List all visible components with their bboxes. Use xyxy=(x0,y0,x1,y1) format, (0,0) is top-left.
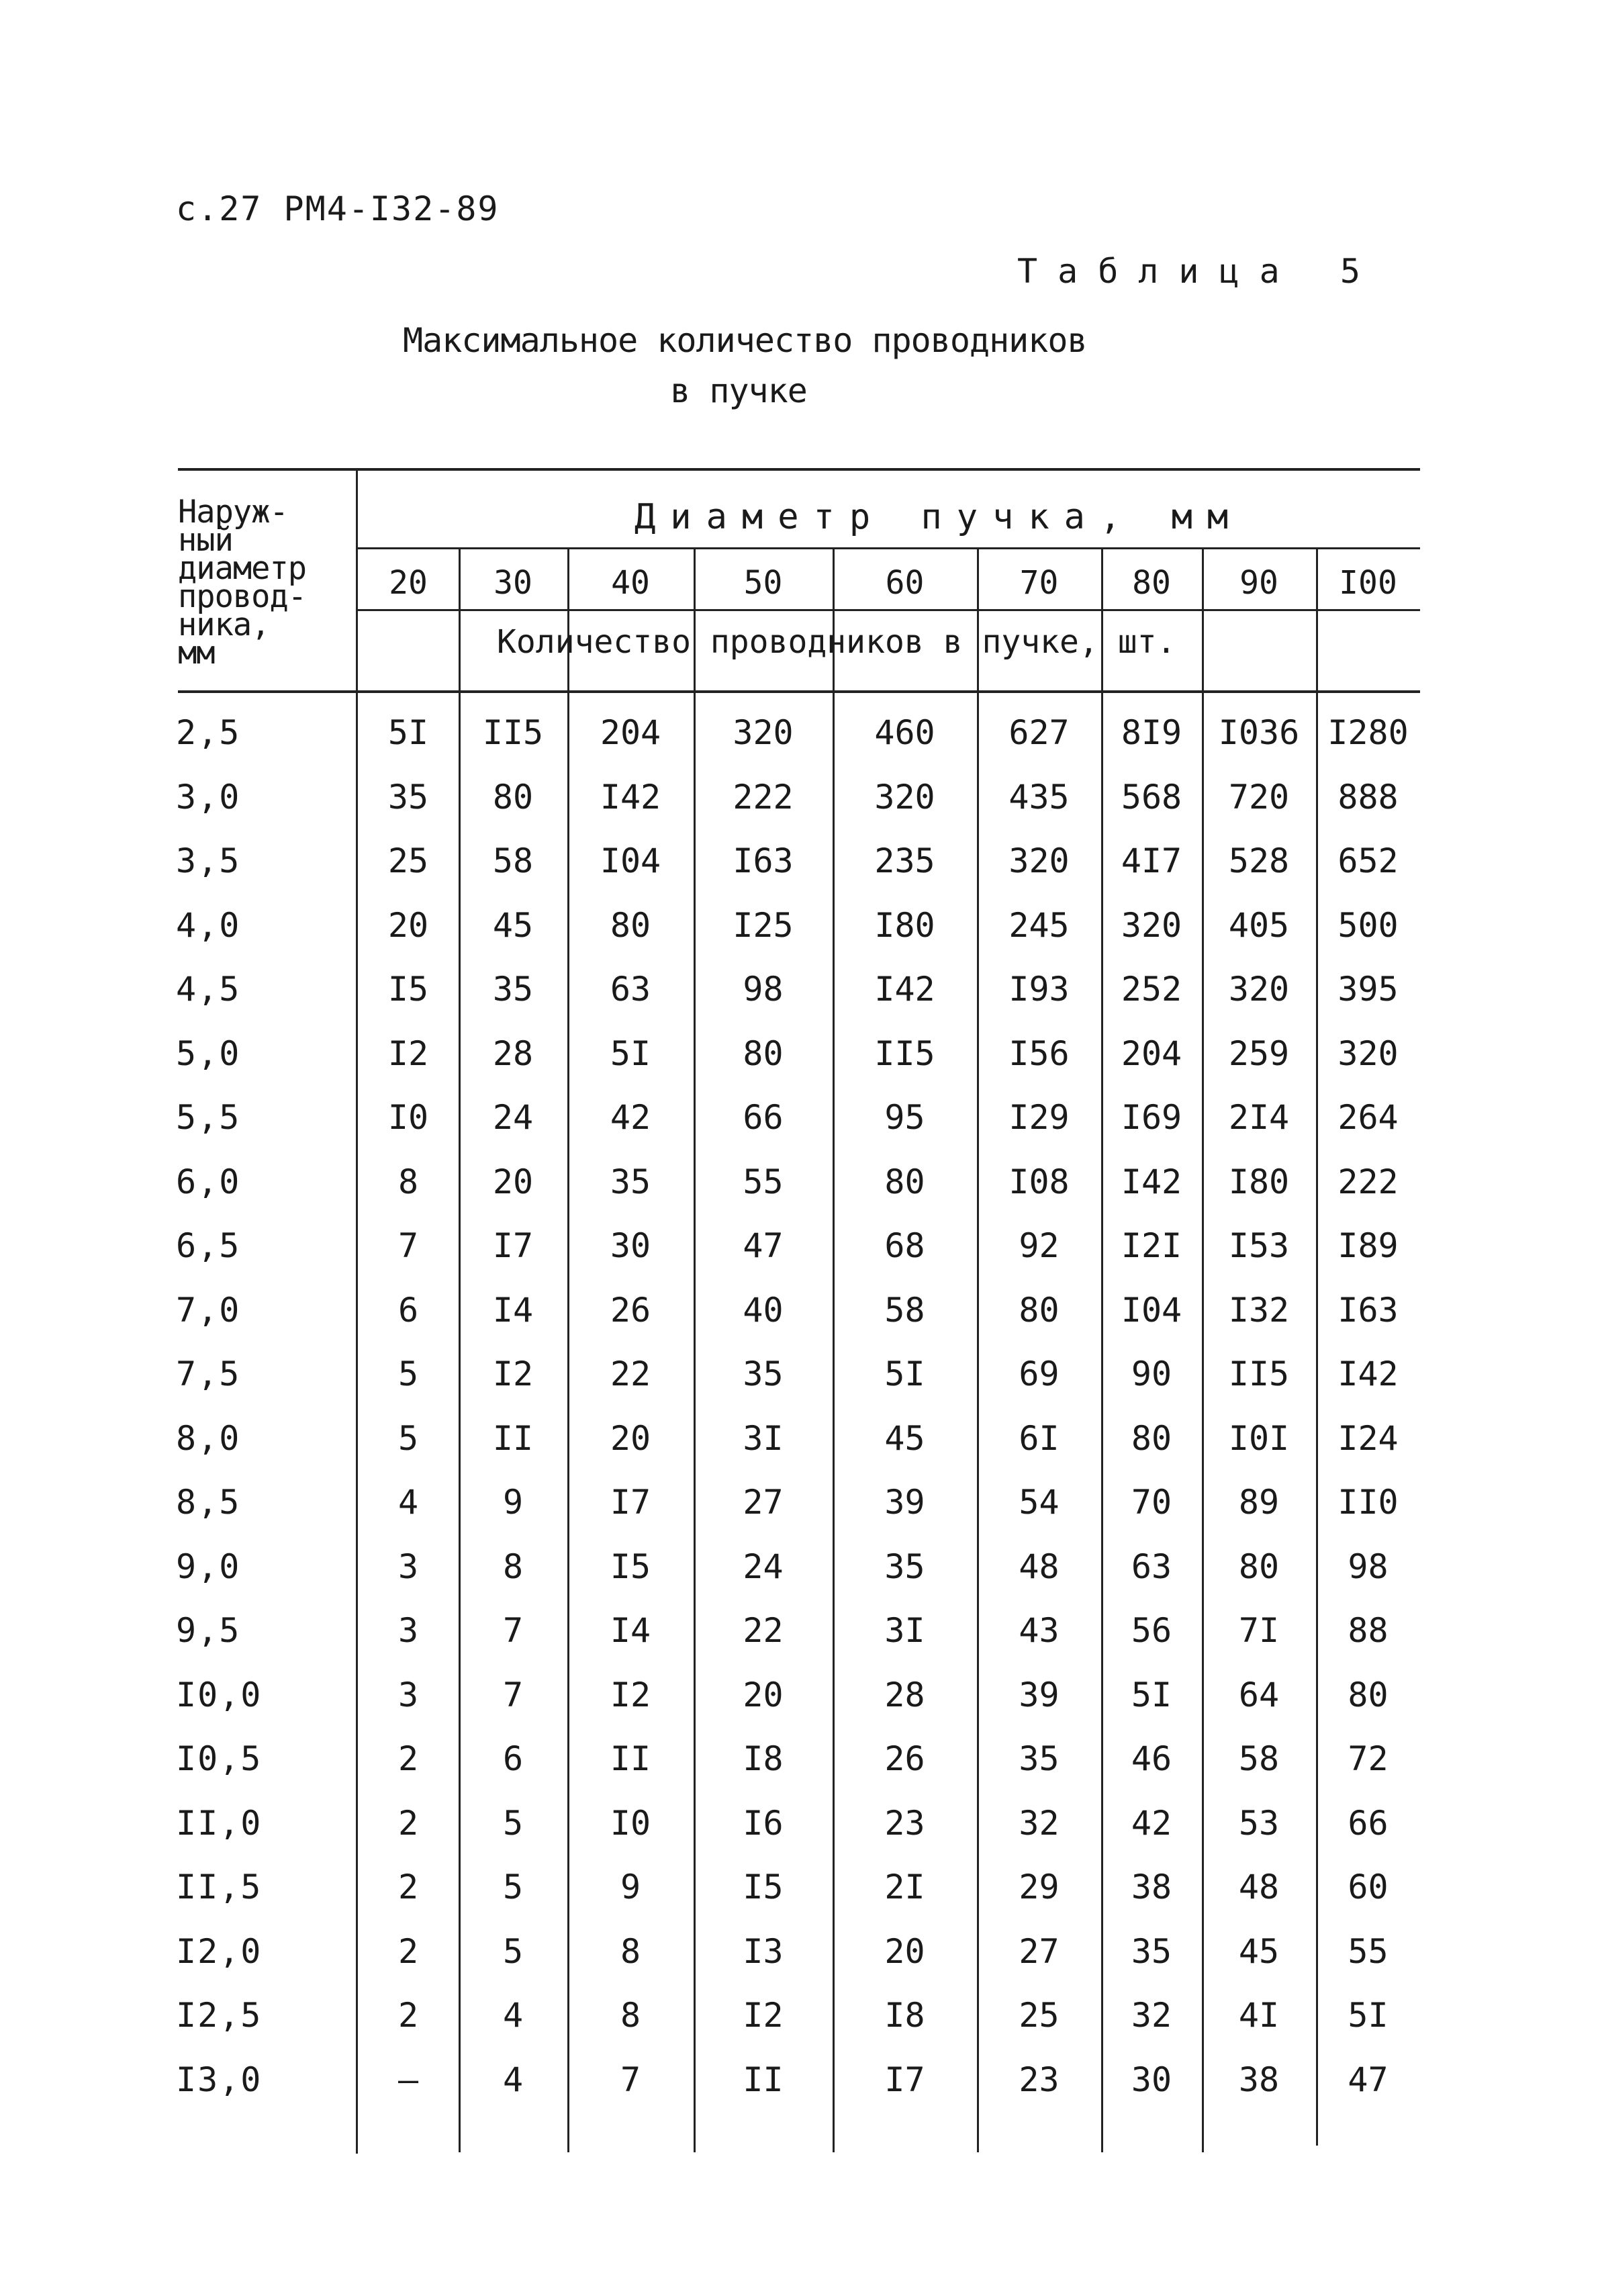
conductor-count-cell: 38 xyxy=(1238,2060,1280,2099)
conductor-count-cell: 80 xyxy=(884,1162,925,1201)
conductor-count-cell: 9 xyxy=(620,1868,641,1907)
conductor-count-cell: 28 xyxy=(884,1675,925,1714)
conductor-count-cell: 88 xyxy=(1348,1611,1389,1650)
table-row xyxy=(0,1675,1598,1740)
conductor-count-cell: 63 xyxy=(610,970,651,1009)
conductor-count-cell: I42 xyxy=(1121,1162,1182,1201)
conductor-count-cell: 3 xyxy=(397,1675,419,1714)
conductor-diameter-cell: 5,0 xyxy=(176,1034,241,1073)
column-header: 40 xyxy=(611,564,650,602)
conductor-count-cell: 264 xyxy=(1337,1098,1399,1137)
conductor-count-cell: I04 xyxy=(600,841,661,880)
conductor-count-cell: 222 xyxy=(1337,1162,1399,1201)
column-header: I00 xyxy=(1339,564,1397,602)
conductor-count-cell: 3 xyxy=(397,1547,419,1586)
conductor-count-cell: 35 xyxy=(387,778,429,817)
conductor-count-cell: 568 xyxy=(1121,778,1182,817)
conductor-count-cell: 72 xyxy=(1348,1739,1389,1778)
conductor-count-cell: I0I xyxy=(1228,1419,1290,1458)
conductor-count-cell: 30 xyxy=(610,1226,651,1265)
conductor-count-cell: 55 xyxy=(1348,1932,1389,1971)
conductor-count-cell: 90 xyxy=(1131,1354,1172,1393)
conductor-count-cell: I63 xyxy=(1337,1291,1399,1330)
conductor-diameter-cell: I0,5 xyxy=(176,1739,263,1778)
conductor-count-cell: 80 xyxy=(743,1034,784,1073)
column-header: 20 xyxy=(389,564,428,602)
table-row xyxy=(0,1483,1598,1547)
conductor-count-cell: 24 xyxy=(743,1547,784,1586)
conductor-count-cell: 89 xyxy=(1238,1483,1280,1522)
conductor-count-cell: 8 xyxy=(502,1547,524,1586)
conductor-count-cell: 80 xyxy=(610,906,651,945)
conductor-count-cell: 460 xyxy=(874,713,935,752)
conductor-count-cell: 95 xyxy=(884,1098,925,1137)
table-caption-line-1: Максимальное количество проводников xyxy=(403,321,1087,360)
conductor-count-cell: 2 xyxy=(397,1932,419,1971)
conductor-count-cell: 2 xyxy=(397,1804,419,1843)
conductor-count-cell: 35 xyxy=(492,970,534,1009)
conductor-count-cell: 2 xyxy=(397,1739,419,1778)
conductor-count-cell: 2I xyxy=(884,1868,925,1907)
conductor-count-cell: I93 xyxy=(1008,970,1070,1009)
conductor-count-cell: 47 xyxy=(1348,2060,1389,2099)
column-header: 50 xyxy=(743,564,783,602)
diameter-header-rule xyxy=(358,547,1420,549)
conductor-count-cell: 30 xyxy=(1131,2060,1172,2099)
conductor-count-cell: 35 xyxy=(1019,1739,1060,1778)
table-row xyxy=(0,1932,1598,1996)
column-header-rule xyxy=(358,609,1420,611)
conductor-count-cell: 23 xyxy=(884,1804,925,1843)
conductor-count-cell: 46 xyxy=(1131,1739,1172,1778)
conductor-count-cell: 2I4 xyxy=(1228,1098,1290,1137)
conductor-count-cell: I5 xyxy=(610,1547,651,1586)
conductor-count-cell: 5 xyxy=(502,1868,524,1907)
conductor-count-cell: 320 xyxy=(1228,970,1290,1009)
conductor-count-header: Количество проводников в пучке, шт. xyxy=(497,623,1176,661)
conductor-count-cell: 720 xyxy=(1228,778,1290,817)
conductor-count-cell: 395 xyxy=(1337,970,1399,1009)
table-row xyxy=(0,906,1598,970)
conductor-count-cell: I0 xyxy=(387,1098,429,1137)
conductor-count-cell: 63 xyxy=(1131,1547,1172,1586)
conductor-diameter-cell: 5,5 xyxy=(176,1098,241,1137)
conductor-count-cell: I42 xyxy=(1337,1354,1399,1393)
conductor-count-cell: 80 xyxy=(1019,1291,1060,1330)
conductor-count-cell: 80 xyxy=(1131,1419,1172,1458)
conductor-count-cell: 5I xyxy=(387,713,429,752)
table-row xyxy=(0,1868,1598,1932)
table-row xyxy=(0,1611,1598,1675)
outer-diameter-header: Наруж- ный диаметр провод- ника, мм xyxy=(178,494,307,672)
conductor-count-cell: 8 xyxy=(620,1996,641,2035)
conductor-count-cell: 58 xyxy=(1238,1739,1280,1778)
conductor-count-cell: 64 xyxy=(1238,1675,1280,1714)
conductor-count-cell: 42 xyxy=(610,1098,651,1137)
conductor-count-cell: 5 xyxy=(502,1932,524,1971)
conductor-count-cell: 69 xyxy=(1019,1354,1060,1393)
conductor-diameter-cell: 3,0 xyxy=(176,778,241,817)
conductor-count-cell: 32 xyxy=(1131,1996,1172,2035)
header-bottom-rule xyxy=(178,690,1420,693)
conductor-diameter-cell: II,5 xyxy=(176,1868,263,1907)
conductor-count-cell: I5 xyxy=(387,970,429,1009)
conductor-count-cell: 23 xyxy=(1019,2060,1060,2099)
conductor-count-cell: I5 xyxy=(743,1868,784,1907)
conductor-count-cell: I42 xyxy=(874,970,935,1009)
conductor-count-cell: II0 xyxy=(1337,1483,1399,1522)
conductor-count-cell: 27 xyxy=(743,1483,784,1522)
conductor-count-cell: 80 xyxy=(1348,1675,1389,1714)
conductor-count-cell: 98 xyxy=(743,970,784,1009)
conductor-count-cell: 27 xyxy=(1019,1932,1060,1971)
conductor-count-cell: 60 xyxy=(1348,1868,1389,1907)
table-row xyxy=(0,1291,1598,1355)
column-header: 60 xyxy=(885,564,925,602)
conductor-count-cell: I42 xyxy=(600,778,661,817)
conductor-count-cell: I2 xyxy=(387,1034,429,1073)
conductor-count-cell: 45 xyxy=(492,906,534,945)
conductor-count-cell: 627 xyxy=(1008,713,1070,752)
conductor-count-cell: 320 xyxy=(1337,1034,1399,1073)
conductor-count-cell: I89 xyxy=(1337,1226,1399,1265)
column-header: 80 xyxy=(1132,564,1171,602)
table-number: Таблица 5 xyxy=(1017,252,1380,291)
conductor-count-cell: 7 xyxy=(502,1675,524,1714)
conductor-diameter-cell: 8,5 xyxy=(176,1483,241,1522)
table-row xyxy=(0,1547,1598,1612)
conductor-count-cell: 320 xyxy=(733,713,794,752)
conductor-count-cell: I2 xyxy=(743,1996,784,2035)
conductor-count-cell: 92 xyxy=(1019,1226,1060,1265)
conductor-diameter-cell: I0,0 xyxy=(176,1675,263,1714)
conductor-diameter-cell: 7,0 xyxy=(176,1291,241,1330)
conductor-count-cell: 98 xyxy=(1348,1547,1389,1586)
conductor-count-cell: 320 xyxy=(874,778,935,817)
table-row xyxy=(0,778,1598,842)
conductor-diameter-cell: 4,0 xyxy=(176,906,241,945)
conductor-count-cell: 4 xyxy=(397,1483,419,1522)
conductor-count-cell: 35 xyxy=(743,1354,784,1393)
conductor-count-cell: 35 xyxy=(610,1162,651,1201)
conductor-count-cell: 20 xyxy=(884,1932,925,1971)
conductor-count-cell: 4I xyxy=(1238,1996,1280,2035)
conductor-count-cell: 235 xyxy=(874,841,935,880)
conductor-count-cell: 4 xyxy=(502,2060,524,2099)
conductor-count-cell: I24 xyxy=(1337,1419,1399,1458)
conductor-count-cell: 252 xyxy=(1121,970,1182,1009)
table-row xyxy=(0,1034,1598,1099)
conductor-count-cell: I7 xyxy=(492,1226,534,1265)
conductor-count-cell: 55 xyxy=(743,1162,784,1201)
conductor-count-cell: 48 xyxy=(1238,1868,1280,1907)
conductor-count-cell: 6 xyxy=(397,1291,419,1330)
conductor-count-cell: 20 xyxy=(610,1419,651,1458)
conductor-count-cell: 405 xyxy=(1228,906,1290,945)
conductor-count-cell: 3 xyxy=(397,1611,419,1650)
conductor-count-cell: 6I xyxy=(1019,1419,1060,1458)
conductor-count-cell: 54 xyxy=(1019,1483,1060,1522)
conductor-count-cell: 204 xyxy=(600,713,661,752)
conductor-count-cell: I4 xyxy=(610,1611,651,1650)
conductor-count-cell: 80 xyxy=(492,778,534,817)
conductor-diameter-cell: 4,5 xyxy=(176,970,241,1009)
table-top-rule xyxy=(178,468,1420,471)
conductor-count-cell: I7 xyxy=(610,1483,651,1522)
table-row xyxy=(0,1804,1598,1868)
table-row xyxy=(0,1226,1598,1291)
table-row xyxy=(0,1098,1598,1162)
conductor-count-cell: I32 xyxy=(1228,1291,1290,1330)
conductor-diameter-cell: 7,5 xyxy=(176,1354,241,1393)
conductor-count-cell: 2 xyxy=(397,1996,419,2035)
conductor-count-cell: 39 xyxy=(884,1483,925,1522)
conductor-count-cell: 259 xyxy=(1228,1034,1290,1073)
table-caption-line-2: в пучке xyxy=(670,371,807,410)
conductor-count-cell: I8 xyxy=(743,1739,784,1778)
conductor-count-cell: 48 xyxy=(1019,1547,1060,1586)
conductor-count-cell: 8I9 xyxy=(1121,713,1182,752)
conductor-count-cell: 45 xyxy=(884,1419,925,1458)
conductor-count-cell: II5 xyxy=(1228,1354,1290,1393)
column-header: 30 xyxy=(493,564,532,602)
conductor-count-cell: I53 xyxy=(1228,1226,1290,1265)
conductor-count-cell: 5 xyxy=(397,1419,419,1458)
conductor-count-cell: 26 xyxy=(884,1739,925,1778)
conductor-count-cell: I280 xyxy=(1327,713,1409,752)
conductor-count-cell: 204 xyxy=(1121,1034,1182,1073)
conductor-count-cell: 7 xyxy=(397,1226,419,1265)
conductor-count-cell: 38 xyxy=(1131,1868,1172,1907)
conductor-diameter-cell: 2,5 xyxy=(176,713,241,752)
conductor-count-cell: I80 xyxy=(874,906,935,945)
conductor-count-cell: I0 xyxy=(610,1804,651,1843)
conductor-count-cell: 9 xyxy=(502,1483,524,1522)
conductor-count-cell: 320 xyxy=(1121,906,1182,945)
conductor-count-cell: II5 xyxy=(482,713,544,752)
conductor-count-cell: 22 xyxy=(743,1611,784,1650)
conductor-count-cell: 29 xyxy=(1019,1868,1060,1907)
conductor-count-cell: 222 xyxy=(733,778,794,817)
table-row xyxy=(0,1739,1598,1804)
table-row xyxy=(0,841,1598,906)
conductor-count-cell: 40 xyxy=(743,1291,784,1330)
conductor-count-cell: I29 xyxy=(1008,1098,1070,1137)
conductor-count-cell: 25 xyxy=(1019,1996,1060,2035)
conductor-count-cell: 8 xyxy=(397,1162,419,1201)
conductor-count-cell: I3 xyxy=(743,1932,784,1971)
conductor-count-cell: I80 xyxy=(1228,1162,1290,1201)
conductor-count-cell: 35 xyxy=(884,1547,925,1586)
conductor-count-cell: I69 xyxy=(1121,1098,1182,1137)
conductor-count-cell: 20 xyxy=(743,1675,784,1714)
conductor-count-cell: 5 xyxy=(502,1804,524,1843)
page-reference: с.27 РМ4-I32-89 xyxy=(176,189,500,228)
conductor-count-cell: I63 xyxy=(733,841,794,880)
conductor-count-cell: 888 xyxy=(1337,778,1399,817)
conductor-count-cell: 4I7 xyxy=(1121,841,1182,880)
conductor-count-cell: 42 xyxy=(1131,1804,1172,1843)
conductor-diameter-cell: I2,0 xyxy=(176,1932,263,1971)
conductor-count-cell: 500 xyxy=(1337,906,1399,945)
conductor-count-cell: I25 xyxy=(733,906,794,945)
conductor-count-cell: 68 xyxy=(884,1226,925,1265)
conductor-count-cell: 5 xyxy=(397,1354,419,1393)
conductor-count-cell: 66 xyxy=(1348,1804,1389,1843)
conductor-count-cell: 435 xyxy=(1008,778,1070,817)
conductor-count-cell: I6 xyxy=(743,1804,784,1843)
conductor-count-cell: 66 xyxy=(743,1098,784,1137)
conductor-count-cell: II xyxy=(610,1739,651,1778)
conductor-count-cell: 245 xyxy=(1008,906,1070,945)
conductor-count-cell: 5I xyxy=(610,1034,651,1073)
conductor-diameter-cell: 6,0 xyxy=(176,1162,241,1201)
conductor-count-cell: 2 xyxy=(397,1868,419,1907)
conductor-count-cell: I2 xyxy=(610,1675,651,1714)
conductor-count-cell: 45 xyxy=(1238,1932,1280,1971)
conductor-count-cell: 20 xyxy=(387,906,429,945)
conductor-count-cell: 58 xyxy=(492,841,534,880)
conductor-count-cell: I036 xyxy=(1218,713,1300,752)
conductor-count-cell: 24 xyxy=(492,1098,534,1137)
conductor-count-cell: 35 xyxy=(1131,1932,1172,1971)
conductor-count-cell: I56 xyxy=(1008,1034,1070,1073)
conductor-count-cell: 528 xyxy=(1228,841,1290,880)
conductor-count-cell: – xyxy=(397,2060,419,2099)
conductor-count-cell: I04 xyxy=(1121,1291,1182,1330)
conductor-count-cell: 32 xyxy=(1019,1804,1060,1843)
conductor-diameter-cell: I3,0 xyxy=(176,2060,263,2099)
table-row xyxy=(0,970,1598,1034)
conductor-count-cell: 25 xyxy=(387,841,429,880)
conductor-count-cell: 6 xyxy=(502,1739,524,1778)
table-row xyxy=(0,2060,1598,2125)
conductor-count-cell: 28 xyxy=(492,1034,534,1073)
column-header: 90 xyxy=(1239,564,1278,602)
conductor-count-cell: I8 xyxy=(884,1996,925,2035)
table-row xyxy=(0,1996,1598,2060)
conductor-count-cell: 7 xyxy=(502,1611,524,1650)
conductor-count-cell: II xyxy=(492,1419,534,1458)
conductor-count-cell: 7I xyxy=(1238,1611,1280,1650)
conductor-count-cell: 43 xyxy=(1019,1611,1060,1650)
conductor-count-cell: 320 xyxy=(1008,841,1070,880)
table-row xyxy=(0,713,1598,778)
conductor-count-cell: 47 xyxy=(743,1226,784,1265)
conductor-count-cell: 8 xyxy=(620,1932,641,1971)
conductor-count-cell: I2I xyxy=(1121,1226,1182,1265)
conductor-count-cell: 5I xyxy=(1348,1996,1389,2035)
conductor-diameter-cell: II,0 xyxy=(176,1804,263,1843)
conductor-count-cell: 7 xyxy=(620,2060,641,2099)
conductor-count-cell: 80 xyxy=(1238,1547,1280,1586)
conductor-count-cell: 5I xyxy=(1131,1675,1172,1714)
conductor-diameter-cell: I2,5 xyxy=(176,1996,263,2035)
conductor-count-cell: I08 xyxy=(1008,1162,1070,1201)
conductor-count-cell: 58 xyxy=(884,1291,925,1330)
table-row xyxy=(0,1419,1598,1483)
conductor-count-cell: 26 xyxy=(610,1291,651,1330)
table-row xyxy=(0,1162,1598,1227)
conductor-count-cell: II5 xyxy=(874,1034,935,1073)
conductor-diameter-cell: 3,5 xyxy=(176,841,241,880)
column-header: 70 xyxy=(1019,564,1059,602)
bundle-diameter-header: Диаметр пучка, мм xyxy=(634,497,1243,537)
conductor-diameter-cell: 9,5 xyxy=(176,1611,241,1650)
conductor-count-cell: 5I xyxy=(884,1354,925,1393)
conductor-count-cell: 20 xyxy=(492,1162,534,1201)
conductor-count-cell: I4 xyxy=(492,1291,534,1330)
conductor-diameter-cell: 8,0 xyxy=(176,1419,241,1458)
conductor-count-cell: 53 xyxy=(1238,1804,1280,1843)
conductor-count-cell: 22 xyxy=(610,1354,651,1393)
conductor-count-cell: I7 xyxy=(884,2060,925,2099)
conductor-diameter-cell: 6,5 xyxy=(176,1226,241,1265)
conductor-count-cell: 4 xyxy=(502,1996,524,2035)
table-row xyxy=(0,1354,1598,1419)
conductor-count-cell: II xyxy=(743,2060,784,2099)
conductor-count-cell: 3I xyxy=(743,1419,784,1458)
conductor-count-cell: 70 xyxy=(1131,1483,1172,1522)
conductor-count-cell: 3I xyxy=(884,1611,925,1650)
conductor-count-cell: 56 xyxy=(1131,1611,1172,1650)
conductor-count-cell: 39 xyxy=(1019,1675,1060,1714)
conductor-count-cell: 652 xyxy=(1337,841,1399,880)
conductor-count-cell: I2 xyxy=(492,1354,534,1393)
conductor-diameter-cell: 9,0 xyxy=(176,1547,241,1586)
